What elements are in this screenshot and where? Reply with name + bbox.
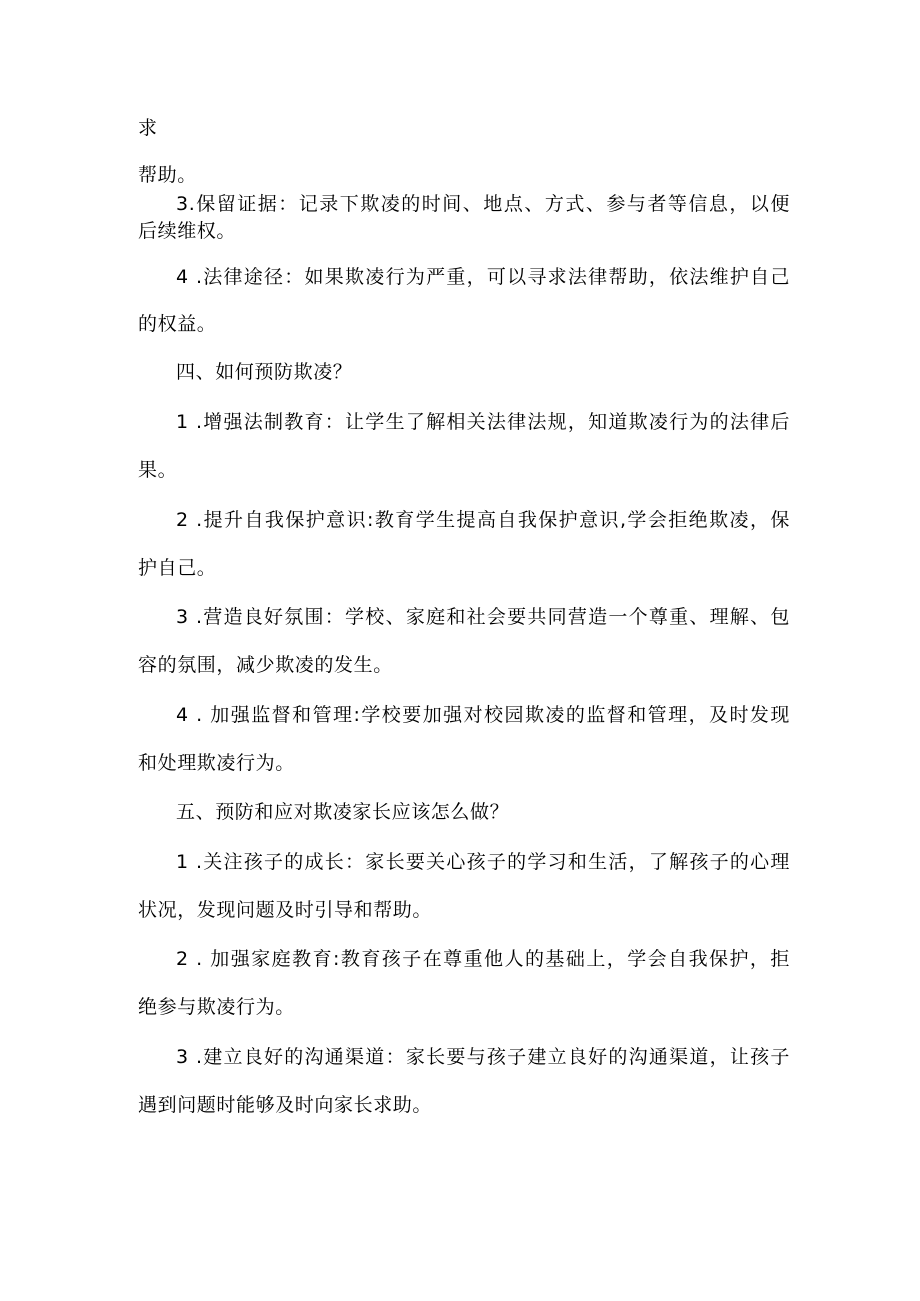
text-line-20: 绝参与欺凌行为。	[138, 996, 295, 1018]
text-line-4: 后续维权。	[138, 220, 237, 242]
section-heading-4: 四、如何预防欺凌？	[176, 361, 353, 383]
text-line-10: 2 .提升自我保护意识:教育学生提高自我保护意识,学会拒绝欺凌，保	[176, 509, 790, 531]
text-line-5: 4 .法律途径：如果欺凌行为严重，可以寻求法律帮助，依法维护自己	[176, 266, 790, 288]
text-line-9: 果。	[138, 459, 178, 481]
text-line-3: 3.保留证据：记录下欺凌的时间、地点、方式、参与者等信息，以便	[176, 193, 790, 215]
text-line-12: 3 .营造良好氛围：学校、家庭和社会要共同营造一个尊重、理解、包	[176, 606, 790, 628]
text-line-17: 1 .关注孩子的成长：家长要关心孩子的学习和生活，了解孩子的心理	[176, 851, 790, 873]
text-line-8: 1 .增强法制教育：让学生了解相关法律法规，知道欺凌行为的法律后	[176, 411, 790, 433]
text-line-13: 容的氛围，减少欺凌的发生。	[138, 654, 393, 676]
text-line-2: 帮助。	[138, 164, 197, 186]
text-line-21: 3 .建立良好的沟通渠道：家长要与孩子建立良好的沟通渠道，让孩子	[176, 1046, 790, 1068]
text-line-19: 2 . 加强家庭教育:教育孩子在尊重他人的基础上，学会自我保护，拒	[176, 948, 790, 970]
text-line-11: 护自己。	[138, 557, 217, 579]
text-line-22: 遇到问题时能够及时向家长求助。	[138, 1094, 433, 1116]
text-line-6: 的权益。	[138, 313, 217, 335]
section-heading-5: 五、预防和应对欺凌家长应该怎么做？	[176, 801, 510, 823]
text-line-1: 求	[138, 117, 158, 139]
text-line-14: 4 . 加强监督和管理:学校要加强对校园欺凌的监督和管理，及时发现	[176, 704, 790, 726]
text-line-18: 状况，发现问题及时引导和帮助。	[138, 899, 433, 921]
text-line-15: 和处理欺凌行为。	[138, 752, 295, 774]
